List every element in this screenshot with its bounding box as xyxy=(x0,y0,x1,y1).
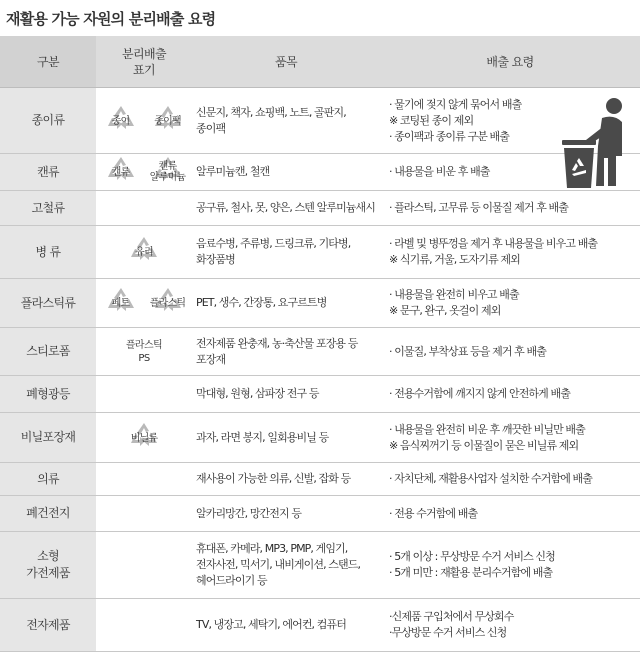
guide-line: ※ 문구, 완구, 옷걸이 제외 xyxy=(389,304,501,317)
guide-line: ※ 음식찌꺼기 등 이물질이 묻은 비닐류 제외 xyxy=(389,438,579,452)
recycle-mark-label: 캔류 xyxy=(111,167,130,178)
row-category: 캔류 xyxy=(37,164,59,179)
item-line: TV, 냉장고, 세탁기, 에어컨, 컴퓨터 xyxy=(196,618,346,631)
recycle-mark-text: 플라스틱 PS xyxy=(125,339,163,364)
row-items xyxy=(196,386,319,402)
item-line: 공구류, 철사, 못, 양은, 스텐 알루미늄새시 xyxy=(196,201,375,214)
row-guide xyxy=(389,549,555,581)
item-line: 신문지, 책자, 쇼핑백, 노트, 골판지, xyxy=(196,105,346,119)
row-guide xyxy=(389,287,519,319)
guide-line: · 전용수거함에 깨지지 않게 안전하게 배출 xyxy=(389,387,570,400)
table-row xyxy=(0,599,640,652)
guide-line: · 라벨 및 병뚜껑을 제거 후 내용물을 비우고 배출 xyxy=(389,237,598,250)
row-guide xyxy=(389,164,490,180)
guide-line: ※ 코팅된 종이 제외 xyxy=(389,113,474,127)
recycling-bin-person-icon xyxy=(560,96,636,192)
table-row xyxy=(0,413,640,463)
item-line: 과자, 라면 봉지, 일회용비닐 등 xyxy=(196,430,329,444)
table-row xyxy=(0,328,640,376)
row-items xyxy=(196,105,346,137)
item-line: 막대형, 원형, 삼파장 전구 등 xyxy=(196,387,319,400)
row-category: 비닐포장재 xyxy=(20,430,76,444)
row-category: 스티로폼 xyxy=(26,344,70,358)
recycle-mark-icon xyxy=(146,286,190,320)
guide-line: ·신제품 구입처에서 무상회수 xyxy=(389,610,514,623)
guide-line: · 이물질, 부착상표 등을 제거 후 배출 xyxy=(389,344,546,358)
row-guide xyxy=(389,97,521,145)
row-items xyxy=(196,541,360,589)
table-row xyxy=(0,88,640,154)
recycle-mark-label: 유리 xyxy=(135,247,153,258)
item-line: 전자사전, 믹서기, 내비게이션, 스탠드, xyxy=(196,558,361,571)
table-row xyxy=(0,532,640,599)
item-line: PET, 생수, 간장통, 요구르트병 xyxy=(196,296,327,309)
recycle-mark-icon xyxy=(122,235,166,269)
item-line: 포장재 xyxy=(196,352,226,366)
recycle-mark-icon xyxy=(99,155,143,189)
recycle-mark-icon xyxy=(146,155,190,189)
item-line: 화장품병 xyxy=(196,253,235,266)
guide-line: · 5개 이상 : 무상방문 수거 서비스 신청 xyxy=(389,550,555,563)
row-items xyxy=(196,164,269,180)
row-guide xyxy=(389,422,585,454)
item-line: 헤어드라이기 등 xyxy=(196,574,267,587)
recycle-mark-icon xyxy=(146,104,190,138)
row-guide xyxy=(389,236,597,268)
recycle-mark-label: 종이 xyxy=(111,115,130,127)
guide-line: ·무상방문 수거 서비스 신청 xyxy=(389,626,507,639)
row-category: 플라스틱류 xyxy=(20,295,76,310)
guide-line: · 플라스틱, 고무류 등 이물질 제거 후 배출 xyxy=(389,201,568,214)
row-category: 전자제품 xyxy=(26,617,70,632)
row-category: 고철류 xyxy=(31,200,65,215)
row-items xyxy=(196,430,328,446)
row-items xyxy=(196,506,301,522)
table-header xyxy=(0,36,640,88)
recycle-mark-icon xyxy=(99,104,143,138)
table-row xyxy=(0,191,640,226)
row-guide xyxy=(389,344,546,360)
page-title: 재활용 가능 자원의 분리배출 요령 xyxy=(6,10,216,28)
item-line: 재사용이 가능한 의류, 신발, 잡화 등 xyxy=(196,472,351,485)
table-row xyxy=(0,154,640,191)
row-category: 종이류 xyxy=(31,113,65,127)
recycle-mark-label: 비닐류 xyxy=(130,432,158,444)
item-line: 전자제품 완충재, 농·축산물 포장용 등 xyxy=(196,336,358,350)
row-items xyxy=(196,236,350,268)
row-category: 의류 xyxy=(37,471,59,486)
table-row xyxy=(0,279,640,328)
row-items xyxy=(196,617,346,633)
guide-line: · 종이팩과 종이류 구분 배출 xyxy=(389,129,509,143)
guide-line: · 전용 수거함에 배출 xyxy=(389,506,478,520)
row-items xyxy=(196,471,350,487)
header-category: 구분 xyxy=(37,54,59,69)
recycle-mark-label: 페트 xyxy=(111,298,130,309)
header-mark: 분리배출 표기 xyxy=(122,46,166,77)
table-row xyxy=(0,376,640,413)
item-line: 음료수병, 주류병, 드링크류, 기타병, xyxy=(196,237,351,250)
table-row xyxy=(0,226,640,279)
row-category: 폐형광등 xyxy=(26,386,70,401)
item-line: 알카리망간, 망간전지 등 xyxy=(196,506,302,520)
header-items: 품목 xyxy=(275,54,297,69)
row-guide xyxy=(389,609,514,641)
row-guide xyxy=(389,471,592,487)
guide-line: · 내용물을 완전히 비운 후 깨끗한 비닐만 배출 xyxy=(389,422,585,436)
item-line: 휴대폰, 카메라, MP3, PMP, 게임기, xyxy=(196,542,348,555)
row-guide xyxy=(389,200,568,216)
guide-line: · 자치단체, 재활용사업자 설치한 수거함에 배출 xyxy=(389,472,592,485)
guide-line: · 내용물을 완전히 비우고 배출 xyxy=(389,288,519,301)
item-line: 알루미늄캔, 철캔 xyxy=(196,165,270,178)
row-items xyxy=(196,295,326,311)
row-guide xyxy=(389,386,570,402)
guide-line: ※ 식기류, 거울, 도자기류 제외 xyxy=(389,253,520,266)
recycle-mark-label: 종이팩 xyxy=(154,115,181,127)
recycling-table xyxy=(0,36,640,653)
row-category: 병 류 xyxy=(35,244,61,259)
recycle-mark-icon xyxy=(122,421,166,455)
item-line: 종이팩 xyxy=(196,121,226,135)
row-category: 소형 가전제품 xyxy=(26,549,70,580)
recycle-mark-label: 캔류 알루미늄 xyxy=(149,161,186,183)
row-items xyxy=(196,200,375,216)
guide-line: · 물기에 젖지 않게 묶어서 배출 xyxy=(389,97,522,111)
guide-line: · 5개 미만 : 재활용 분리수거함에 배출 xyxy=(389,566,553,579)
recycle-mark-label: 플라스틱 xyxy=(149,298,186,309)
row-category: 폐건전지 xyxy=(26,506,70,520)
table-row xyxy=(0,463,640,496)
recycle-mark-icon xyxy=(99,286,143,320)
table-row xyxy=(0,496,640,532)
guide-line: · 내용물을 비운 후 배출 xyxy=(389,165,490,178)
row-items xyxy=(196,336,357,368)
row-guide xyxy=(389,506,477,522)
header-guide: 배출 요령 xyxy=(486,54,534,69)
